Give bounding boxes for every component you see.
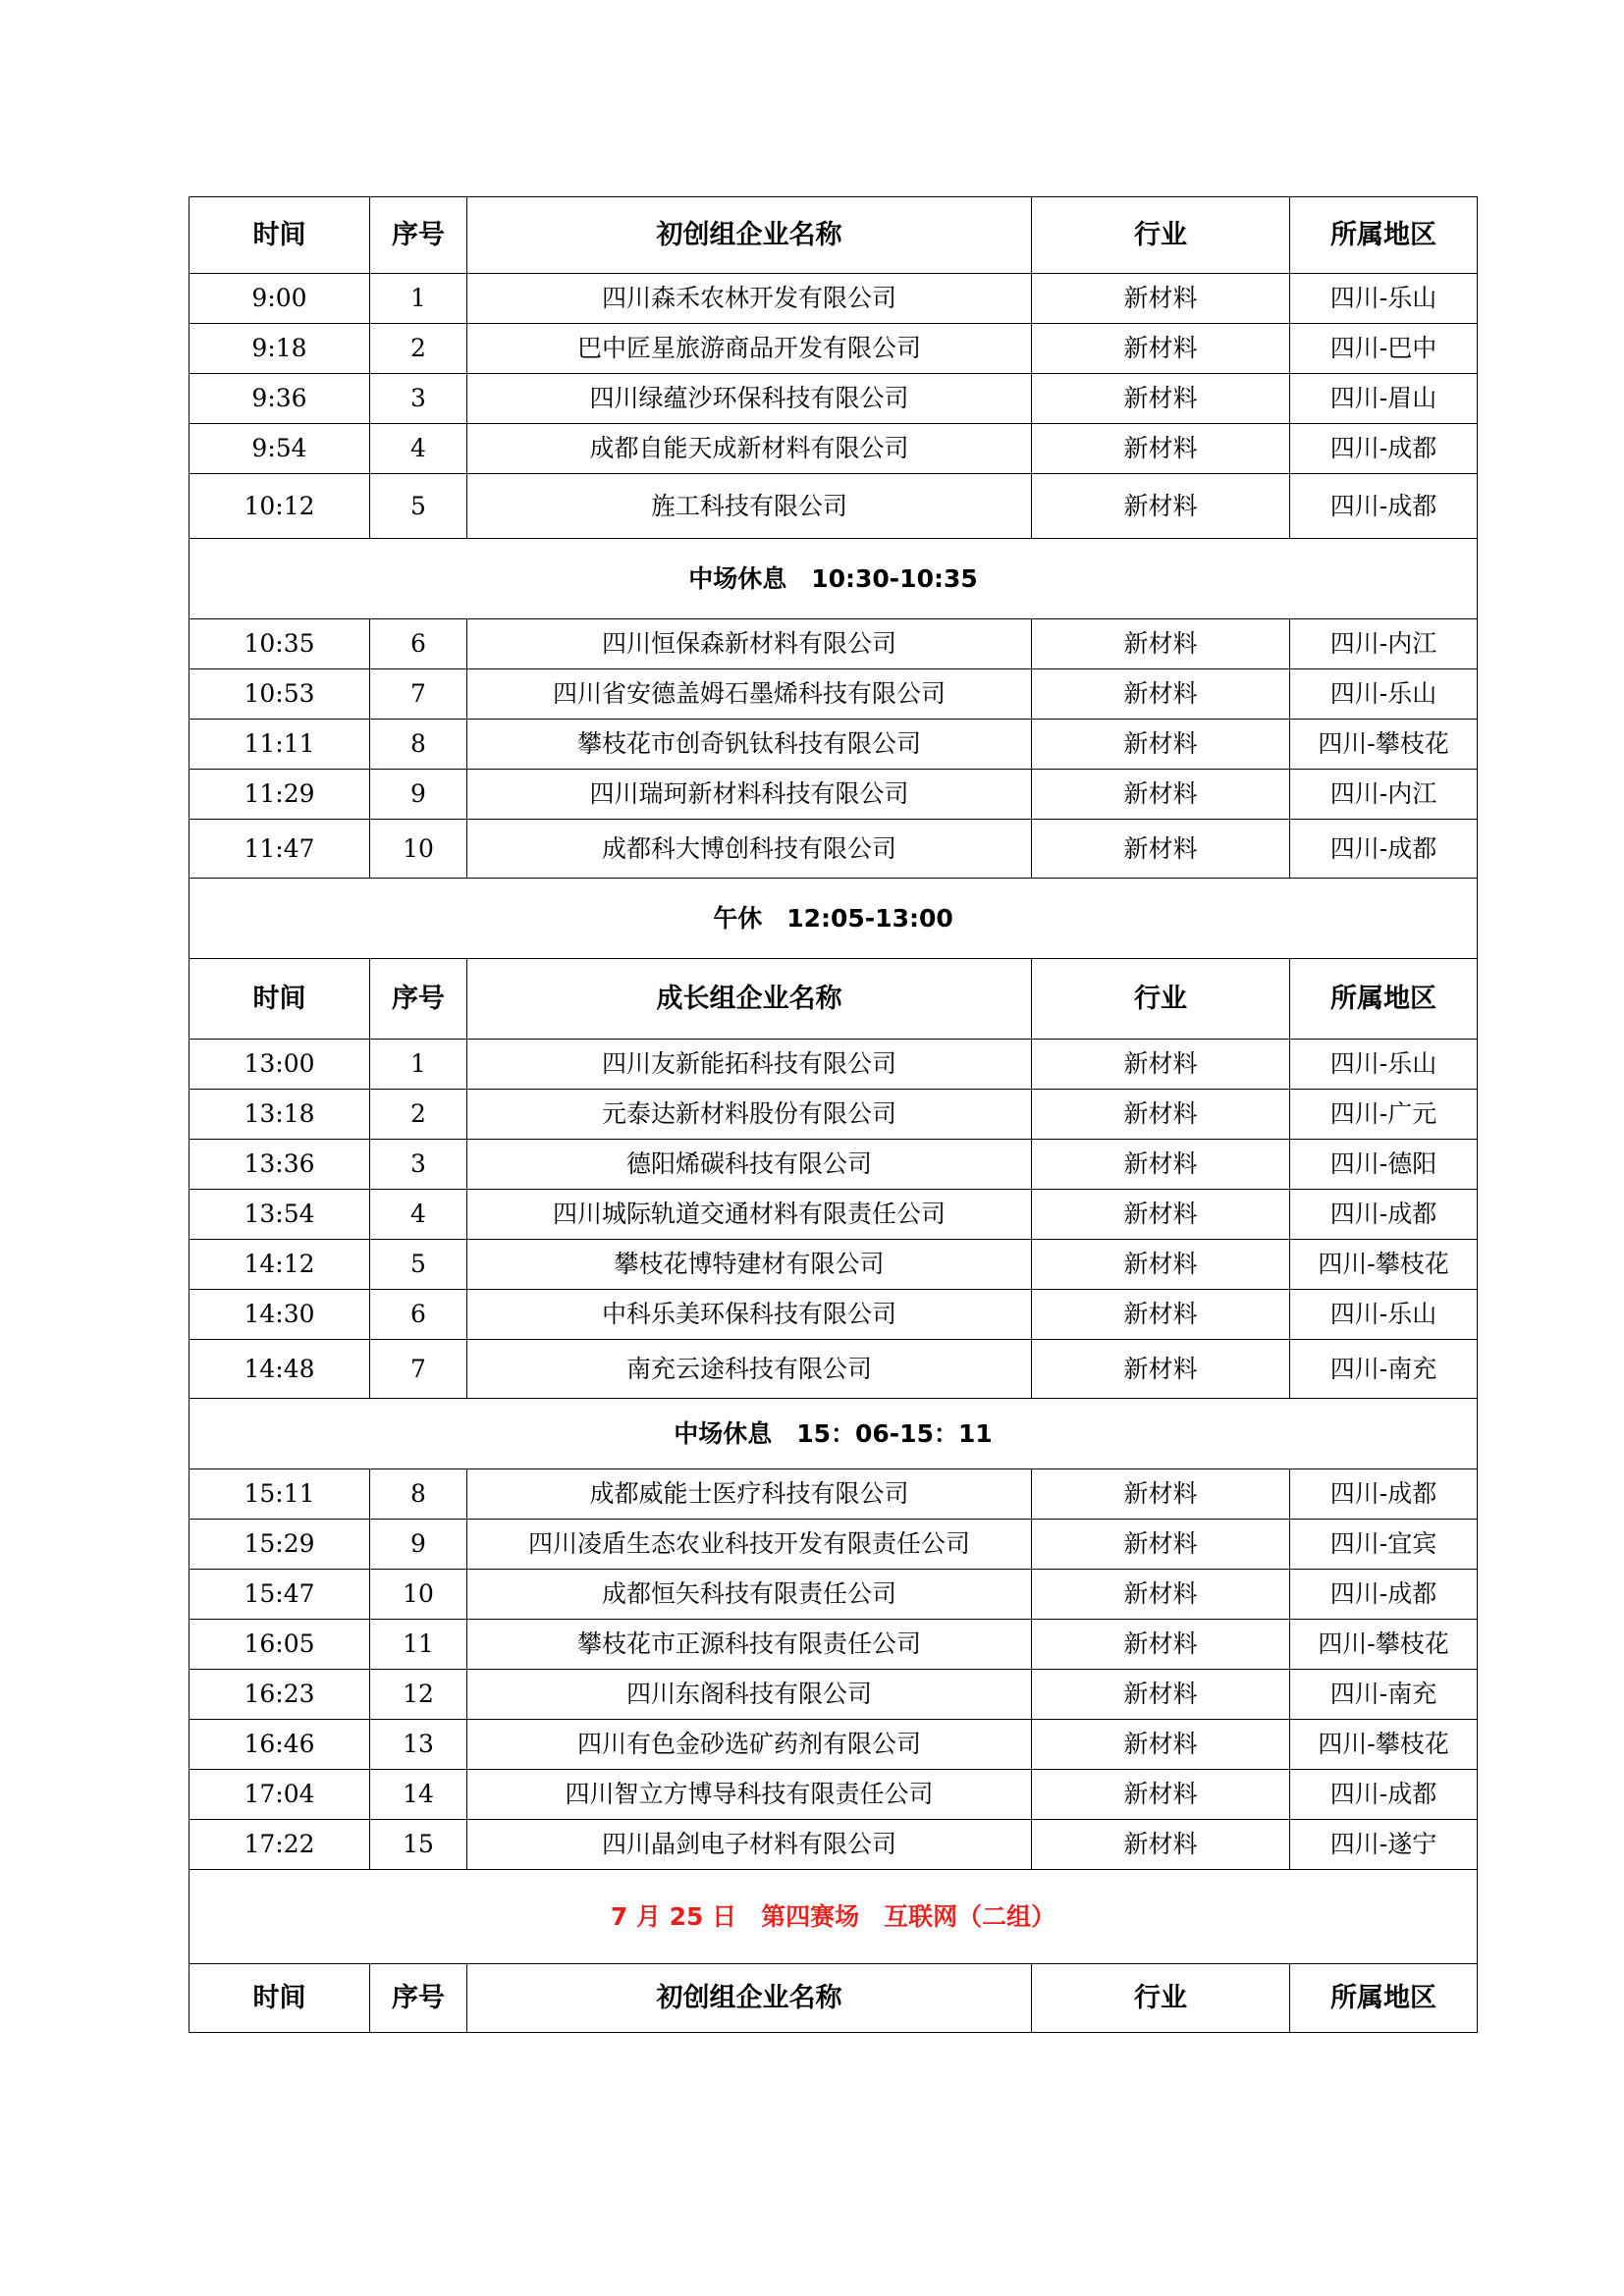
lunch-label: 午休 12:05-13:00 (189, 879, 1478, 959)
company-cell: 攀枝花市正源科技有限责任公司 (467, 1620, 1032, 1670)
col-industry-header: 行业 (1032, 197, 1290, 274)
region-cell: 四川-成都 (1290, 1190, 1478, 1240)
region-cell: 四川-成都 (1290, 1770, 1478, 1820)
venue-title: 7 月 25 日 第四赛场 互联网（二组） (189, 1870, 1478, 1964)
company-cell: 旌工科技有限公司 (467, 474, 1032, 539)
time-cell: 13:36 (189, 1140, 370, 1190)
table-row (189, 770, 1478, 820)
number-cell: 10 (370, 820, 467, 879)
company-cell: 元泰达新材料股份有限公司 (467, 1090, 1032, 1140)
number-cell: 1 (370, 1040, 467, 1090)
venue-title-row (189, 1870, 1478, 1964)
number-cell: 2 (370, 1090, 467, 1140)
industry-cell: 新材料 (1032, 1240, 1290, 1290)
time-cell: 15:29 (189, 1520, 370, 1570)
number-cell: 9 (370, 770, 467, 820)
company-cell: 成都科大博创科技有限公司 (467, 820, 1032, 879)
time-cell: 16:46 (189, 1720, 370, 1770)
region-cell: 四川-成都 (1290, 820, 1478, 879)
number-cell: 1 (370, 274, 467, 324)
company-cell: 四川东阁科技有限公司 (467, 1670, 1032, 1720)
number-cell: 6 (370, 619, 467, 669)
company-cell: 四川省安德盖姆石墨烯科技有限公司 (467, 669, 1032, 720)
number-cell: 8 (370, 720, 467, 770)
table-row (189, 1469, 1478, 1520)
number-cell: 10 (370, 1570, 467, 1620)
region-cell: 四川-乐山 (1290, 274, 1478, 324)
number-cell: 3 (370, 374, 467, 424)
region-cell: 四川-乐山 (1290, 1040, 1478, 1090)
industry-cell: 新材料 (1032, 1090, 1290, 1140)
time-cell: 9:54 (189, 424, 370, 474)
time-cell: 9:18 (189, 324, 370, 374)
number-cell: 4 (370, 424, 467, 474)
break-row-2 (189, 1399, 1478, 1469)
table-row (189, 1090, 1478, 1140)
region-cell: 四川-攀枝花 (1290, 1720, 1478, 1770)
company-cell: 巴中匠星旅游商品开发有限公司 (467, 324, 1032, 374)
industry-cell: 新材料 (1032, 619, 1290, 669)
col-no-header: 序号 (370, 197, 467, 274)
table-row (189, 1770, 1478, 1820)
col-company-header: 成长组企业名称 (467, 959, 1032, 1040)
time-cell: 11:11 (189, 720, 370, 770)
time-cell: 10:35 (189, 619, 370, 669)
number-cell: 3 (370, 1140, 467, 1190)
break-label-2: 中场休息 15：06-15：11 (189, 1399, 1478, 1469)
region-cell: 四川-巴中 (1290, 324, 1478, 374)
number-cell: 6 (370, 1290, 467, 1340)
time-cell: 14:48 (189, 1340, 370, 1399)
region-cell: 四川-成都 (1290, 474, 1478, 539)
industry-cell: 新材料 (1032, 274, 1290, 324)
table-row (189, 374, 1478, 424)
region-cell: 四川-遂宁 (1290, 1820, 1478, 1870)
number-cell: 2 (370, 324, 467, 374)
industry-cell: 新材料 (1032, 1820, 1290, 1870)
company-cell: 德阳烯碳科技有限公司 (467, 1140, 1032, 1190)
schedule-table (189, 196, 1478, 2033)
time-cell: 14:12 (189, 1240, 370, 1290)
company-cell: 中科乐美环保科技有限公司 (467, 1290, 1032, 1340)
industry-cell: 新材料 (1032, 1770, 1290, 1820)
company-cell: 四川凌盾生态农业科技开发有限责任公司 (467, 1520, 1032, 1570)
col-no-header: 序号 (370, 1964, 467, 2033)
table-row (189, 324, 1478, 374)
number-cell: 5 (370, 1240, 467, 1290)
company-cell: 攀枝花博特建材有限公司 (467, 1240, 1032, 1290)
number-cell: 7 (370, 669, 467, 720)
table-row (189, 1190, 1478, 1240)
region-cell: 四川-内江 (1290, 770, 1478, 820)
col-region-header: 所属地区 (1290, 197, 1478, 274)
company-cell: 四川友新能拓科技有限公司 (467, 1040, 1032, 1090)
company-cell: 四川晶剑电子材料有限公司 (467, 1820, 1032, 1870)
col-no-header: 序号 (370, 959, 467, 1040)
region-cell: 四川-攀枝花 (1290, 1620, 1478, 1670)
time-cell: 15:11 (189, 1469, 370, 1520)
col-time-header: 时间 (189, 959, 370, 1040)
number-cell: 11 (370, 1620, 467, 1670)
region-cell: 四川-乐山 (1290, 1290, 1478, 1340)
time-cell: 13:00 (189, 1040, 370, 1090)
industry-cell: 新材料 (1032, 1140, 1290, 1190)
region-cell: 四川-南充 (1290, 1670, 1478, 1720)
time-cell: 11:29 (189, 770, 370, 820)
number-cell: 14 (370, 1770, 467, 1820)
time-cell: 13:54 (189, 1190, 370, 1240)
region-cell: 四川-攀枝花 (1290, 1240, 1478, 1290)
break-label-1: 中场休息 10:30-10:35 (189, 539, 1478, 619)
region-cell: 四川-成都 (1290, 1570, 1478, 1620)
table-row (189, 1720, 1478, 1770)
table-row (189, 669, 1478, 720)
company-cell: 成都自能天成新材料有限公司 (467, 424, 1032, 474)
break-row-1 (189, 539, 1478, 619)
region-cell: 四川-成都 (1290, 1469, 1478, 1520)
table-row (189, 619, 1478, 669)
time-cell: 10:12 (189, 474, 370, 539)
number-cell: 15 (370, 1820, 467, 1870)
industry-cell: 新材料 (1032, 424, 1290, 474)
table-row (189, 424, 1478, 474)
company-cell: 攀枝花市创奇钒钛科技有限公司 (467, 720, 1032, 770)
industry-cell: 新材料 (1032, 1570, 1290, 1620)
time-cell: 16:23 (189, 1670, 370, 1720)
table-row (189, 274, 1478, 324)
time-cell: 15:47 (189, 1570, 370, 1620)
industry-cell: 新材料 (1032, 770, 1290, 820)
table-row (189, 1570, 1478, 1620)
number-cell: 12 (370, 1670, 467, 1720)
lunch-row (189, 879, 1478, 959)
header-row-initial (189, 197, 1478, 274)
region-cell: 四川-德阳 (1290, 1140, 1478, 1190)
table-row (189, 1340, 1478, 1399)
industry-cell: 新材料 (1032, 474, 1290, 539)
col-time-header: 时间 (189, 197, 370, 274)
region-cell: 四川-眉山 (1290, 374, 1478, 424)
number-cell: 5 (370, 474, 467, 539)
industry-cell: 新材料 (1032, 1469, 1290, 1520)
col-company-header: 初创组企业名称 (467, 197, 1032, 274)
industry-cell: 新材料 (1032, 1340, 1290, 1399)
company-cell: 四川绿蕴沙环保科技有限公司 (467, 374, 1032, 424)
industry-cell: 新材料 (1032, 1190, 1290, 1240)
industry-cell: 新材料 (1032, 1040, 1290, 1090)
col-time-header: 时间 (189, 1964, 370, 2033)
region-cell: 四川-广元 (1290, 1090, 1478, 1140)
header-row-initial-2 (189, 1964, 1478, 2033)
industry-cell: 新材料 (1032, 1290, 1290, 1340)
industry-cell: 新材料 (1032, 324, 1290, 374)
company-cell: 四川恒保森新材料有限公司 (467, 619, 1032, 669)
industry-cell: 新材料 (1032, 720, 1290, 770)
company-cell: 四川智立方博导科技有限责任公司 (467, 1770, 1032, 1820)
time-cell: 14:30 (189, 1290, 370, 1340)
company-cell: 四川瑞珂新材料科技有限公司 (467, 770, 1032, 820)
region-cell: 四川-攀枝花 (1290, 720, 1478, 770)
region-cell: 四川-南充 (1290, 1340, 1478, 1399)
table-row (189, 1620, 1478, 1670)
company-cell: 四川有色金砂选矿药剂有限公司 (467, 1720, 1032, 1770)
industry-cell: 新材料 (1032, 669, 1290, 720)
industry-cell: 新材料 (1032, 820, 1290, 879)
table-row (189, 820, 1478, 879)
time-cell: 13:18 (189, 1090, 370, 1140)
time-cell: 10:53 (189, 669, 370, 720)
industry-cell: 新材料 (1032, 1720, 1290, 1770)
col-industry-header: 行业 (1032, 959, 1290, 1040)
col-company-header: 初创组企业名称 (467, 1964, 1032, 2033)
time-cell: 16:05 (189, 1620, 370, 1670)
table-row (189, 1290, 1478, 1340)
table-row (189, 1520, 1478, 1570)
time-cell: 17:04 (189, 1770, 370, 1820)
col-region-header: 所属地区 (1290, 959, 1478, 1040)
region-cell: 四川-宜宾 (1290, 1520, 1478, 1570)
table-row (189, 1040, 1478, 1090)
region-cell: 四川-内江 (1290, 619, 1478, 669)
company-cell: 四川森禾农林开发有限公司 (467, 274, 1032, 324)
number-cell: 8 (370, 1469, 467, 1520)
table-row (189, 720, 1478, 770)
industry-cell: 新材料 (1032, 1520, 1290, 1570)
time-cell: 17:22 (189, 1820, 370, 1870)
industry-cell: 新材料 (1032, 1670, 1290, 1720)
header-row-growth (189, 959, 1478, 1040)
number-cell: 13 (370, 1720, 467, 1770)
number-cell: 4 (370, 1190, 467, 1240)
table-row (189, 1670, 1478, 1720)
col-region-header: 所属地区 (1290, 1964, 1478, 2033)
number-cell: 9 (370, 1520, 467, 1570)
table-row (189, 1240, 1478, 1290)
table-row (189, 474, 1478, 539)
time-cell: 9:36 (189, 374, 370, 424)
time-cell: 9:00 (189, 274, 370, 324)
company-cell: 四川城际轨道交通材料有限责任公司 (467, 1190, 1032, 1240)
table-row (189, 1140, 1478, 1190)
region-cell: 四川-成都 (1290, 424, 1478, 474)
industry-cell: 新材料 (1032, 374, 1290, 424)
company-cell: 成都威能士医疗科技有限公司 (467, 1469, 1032, 1520)
col-industry-header: 行业 (1032, 1964, 1290, 2033)
company-cell: 南充云途科技有限公司 (467, 1340, 1032, 1399)
company-cell: 成都恒矢科技有限责任公司 (467, 1570, 1032, 1620)
number-cell: 7 (370, 1340, 467, 1399)
time-cell: 11:47 (189, 820, 370, 879)
industry-cell: 新材料 (1032, 1620, 1290, 1670)
table-row (189, 1820, 1478, 1870)
region-cell: 四川-乐山 (1290, 669, 1478, 720)
